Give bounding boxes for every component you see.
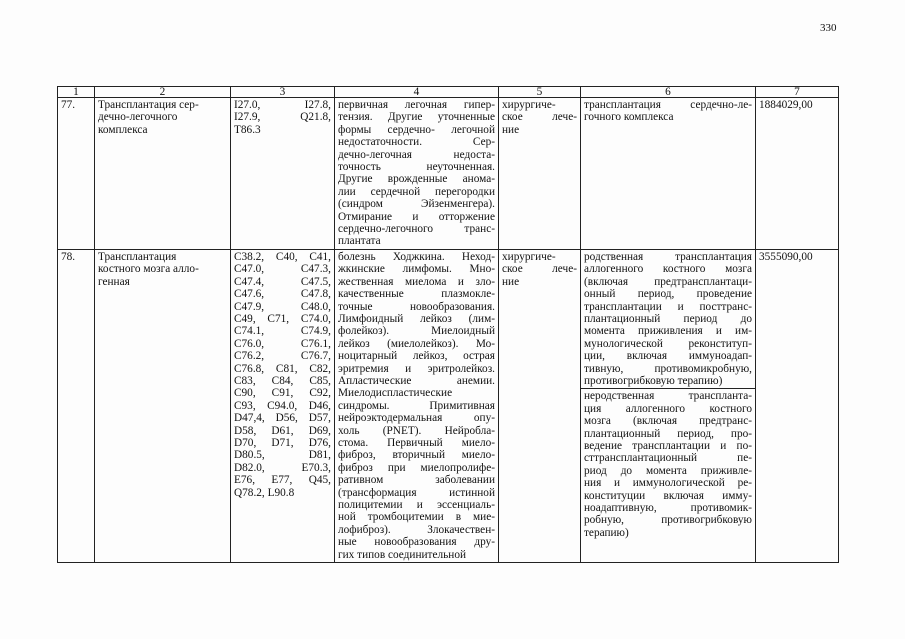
icd-codes bbox=[231, 98, 335, 250]
procedure-name-line: Трансплантация bbox=[98, 250, 177, 263]
table-row bbox=[58, 98, 839, 250]
diagnosis-line: Отмирание и отторжение bbox=[338, 210, 495, 223]
method-line: робную, противогрибковую bbox=[584, 514, 752, 527]
method-line: ции, включая иммуноадап- bbox=[584, 350, 752, 363]
method-block bbox=[584, 251, 752, 387]
icd-codes-line: D70, D71, D76, bbox=[234, 436, 331, 449]
icd-codes-line: D47,4, D56, D57, bbox=[234, 412, 331, 425]
diagnosis-line: синдромы. Примитивная bbox=[338, 399, 495, 412]
icd-codes-line: C76.8, C81, C82, bbox=[234, 362, 331, 375]
icd-codes-line: C93, C94.0, D46, bbox=[234, 399, 331, 412]
diagnosis-line: (синдром Эйзенменгера). bbox=[338, 198, 495, 211]
icd-codes-line: D82.0, E70.3, bbox=[234, 461, 331, 474]
treatment-type bbox=[499, 249, 581, 562]
method-line: аллогенного костного мозга bbox=[584, 263, 752, 276]
header-col-2: 2 bbox=[95, 87, 231, 98]
header-col-5: 5 bbox=[499, 87, 581, 98]
diagnosis-line: (трансформация истинной bbox=[338, 486, 495, 499]
diagnosis-line: полицитемии и эссенциаль- bbox=[338, 499, 495, 511]
services-table bbox=[57, 86, 839, 563]
row-number: 77. bbox=[58, 98, 95, 250]
method-line: конституции включая имму- bbox=[584, 489, 752, 502]
icd-codes-line: C47.0, C47.3, bbox=[234, 263, 331, 276]
method-line: плантационный период до bbox=[584, 312, 752, 325]
diagnosis-line: точные новообразования. bbox=[338, 300, 495, 313]
diagnosis-line: Миелодиспластические bbox=[338, 387, 453, 400]
procedure-name-line: костного мозга алло- bbox=[98, 263, 199, 276]
icd-codes-line: C74.1, C74.9, bbox=[234, 325, 331, 338]
method-line: риод до момента приживле- bbox=[584, 464, 752, 477]
row-number: 78. bbox=[58, 249, 95, 562]
procedure-name-line: Трансплантация сер- bbox=[98, 99, 199, 111]
diagnosis-line: ной тромбоцитемии в мие- bbox=[338, 511, 495, 524]
treatment-type bbox=[499, 98, 581, 250]
diagnosis-line: жественная миелома и зло- bbox=[338, 275, 495, 288]
icd-codes bbox=[231, 249, 335, 562]
method-line: момента приживления и им- bbox=[584, 325, 752, 338]
method-line: ция аллогенного костного bbox=[584, 402, 752, 415]
diagnosis-line: нейроэктодермальная опу- bbox=[338, 412, 495, 425]
treatment-type-line: хирургиче- bbox=[502, 250, 556, 263]
icd-codes-line: D80.5, D81, bbox=[234, 449, 331, 462]
icd-codes-line: E76, E77, Q45, bbox=[234, 474, 331, 487]
diagnosis-line: недостаточности. Сер- bbox=[338, 136, 495, 149]
cost: 3555090,00 bbox=[756, 249, 839, 562]
header-col-4: 4 bbox=[335, 87, 499, 98]
method-line: трансплантация сердечно-ле- bbox=[584, 99, 752, 111]
treatment-type-line: хирургиче- bbox=[502, 99, 556, 111]
method-line: ноадаптивную, противомик- bbox=[584, 502, 752, 514]
diagnosis-line: сердечно-легочного транс- bbox=[338, 223, 495, 236]
icd-codes-line: C49, C71, C74.0, bbox=[234, 312, 331, 325]
header-col-6: 6 bbox=[581, 87, 756, 98]
icd-codes-line: I27.9, Q21.8, bbox=[234, 111, 331, 124]
page-number: 330 bbox=[820, 22, 837, 34]
method-line: (включая предтрансплантаци- bbox=[584, 275, 752, 288]
method-block bbox=[584, 99, 752, 124]
icd-codes-line: Q78.2, L90.8 bbox=[234, 486, 295, 499]
icd-codes-line: T86.3 bbox=[234, 123, 261, 136]
diagnosis-line: лофиброз). Злокачествен- bbox=[338, 523, 495, 536]
icd-codes-line: C76.2, C76.7, bbox=[234, 350, 331, 363]
diagnosis bbox=[335, 98, 499, 250]
icd-codes-line: C47.9, C48.0, bbox=[234, 300, 331, 313]
diagnosis-line: лии сердечной перегородки bbox=[338, 185, 495, 198]
method-line: гочного комплекса bbox=[584, 111, 674, 124]
method-line: родственная трансплантация bbox=[584, 250, 752, 263]
procedure-name bbox=[95, 249, 231, 562]
treatment-type-line: ское лече- bbox=[502, 111, 577, 124]
treatment-type-line: ние bbox=[502, 123, 520, 136]
icd-codes-line: C38.2, C40, C41, bbox=[234, 250, 331, 263]
diagnosis-line: Другие врожденные анома- bbox=[338, 173, 495, 186]
icd-codes-line: C76.0, C76.1, bbox=[234, 337, 331, 350]
method-line: онный период, проведение bbox=[584, 288, 752, 301]
icd-codes-line: D58, D61, D69, bbox=[234, 424, 331, 437]
method-line: ведение трансплантации и по- bbox=[584, 439, 752, 452]
diagnosis-line: гих типов соединительной bbox=[338, 548, 467, 561]
header-col-3: 3 bbox=[231, 87, 335, 98]
treatment-methods bbox=[581, 249, 756, 562]
treatment-type-line: ское лече- bbox=[502, 263, 577, 276]
diagnosis-line: формы сердечно- легочной bbox=[338, 123, 495, 136]
diagnosis-line: дечно-легочная недоста- bbox=[338, 148, 495, 161]
header-col-7: 7 bbox=[756, 87, 839, 98]
method-line: ния и иммунологической ре- bbox=[584, 477, 752, 490]
diagnosis-line: жкинские лимфомы. Мно- bbox=[338, 263, 495, 276]
diagnosis-line: точность неуточненная. bbox=[338, 161, 495, 174]
diagnosis-line: эритремия и эритролейкоз. bbox=[338, 362, 495, 375]
method-line: терапию) bbox=[584, 526, 629, 539]
method-line: противогрибковую терапию) bbox=[584, 374, 723, 387]
diagnosis-line: качественные плазмокле- bbox=[338, 288, 495, 301]
header-col-1: 1 bbox=[58, 87, 95, 98]
procedure-name-line: дечно-легочного bbox=[98, 111, 178, 124]
diagnosis-line: Апластические анемии. bbox=[338, 374, 495, 387]
icd-codes-line: C47.4, C47.5, bbox=[234, 275, 331, 288]
diagnosis-line: стома. Первичный миело- bbox=[338, 436, 495, 449]
method-line: неродственная транспланта- bbox=[584, 390, 752, 403]
diagnosis-line: фиброз при миелопролифе- bbox=[338, 461, 495, 474]
method-line: мозга (включая предтранс- bbox=[584, 415, 752, 428]
diagnosis-line: ные новообразования дру- bbox=[338, 536, 495, 549]
method-line: плантационный период, про- bbox=[584, 427, 752, 440]
diagnosis-line: болезнь Ходжкина. Неход- bbox=[338, 250, 495, 263]
diagnosis-line: лейкоз (миелолейкоз). Мо- bbox=[338, 337, 495, 350]
diagnosis-line: фолейкоз). Миелоидный bbox=[338, 325, 495, 338]
diagnosis-line: ративном заболевании bbox=[338, 474, 495, 487]
header-row bbox=[58, 87, 839, 98]
procedure-name bbox=[95, 98, 231, 250]
diagnosis-line: первичная легочная гипер- bbox=[338, 99, 495, 111]
icd-codes-line: C47.6, C47.8, bbox=[234, 288, 331, 301]
procedure-name-line: генная bbox=[98, 275, 130, 288]
diagnosis-line: ноцитарный лейкоз, острая bbox=[338, 350, 495, 363]
treatment-type-line: ние bbox=[502, 275, 520, 288]
table-row bbox=[58, 249, 839, 562]
icd-codes-line: C83, C84, C85, bbox=[234, 374, 331, 387]
diagnosis-line: холь (PNET). Нейробла- bbox=[338, 424, 495, 437]
cost: 1884029,00 bbox=[756, 98, 839, 250]
procedure-name-line: комплекса bbox=[98, 123, 148, 136]
method-line: сттрансплантационный пе- bbox=[584, 452, 752, 465]
method-line: трансплантации и посттранс- bbox=[584, 300, 752, 313]
method-block bbox=[581, 388, 755, 539]
diagnosis-line: фиброз, вторичный миело- bbox=[338, 449, 495, 462]
method-line: тивную, противомикробную, bbox=[584, 362, 752, 375]
diagnosis-line: Лимфоидный лейкоз (лим- bbox=[338, 312, 495, 325]
icd-codes-line: I27.0, I27.8, bbox=[234, 99, 331, 111]
diagnosis-line: тензия. Другие уточненные bbox=[338, 111, 495, 124]
diagnosis-line: плантата bbox=[338, 235, 381, 248]
icd-codes-line: C90, C91, C92, bbox=[234, 387, 331, 400]
diagnosis bbox=[335, 249, 499, 562]
treatment-methods bbox=[581, 98, 756, 250]
method-line: мунологической реконституп- bbox=[584, 337, 752, 350]
